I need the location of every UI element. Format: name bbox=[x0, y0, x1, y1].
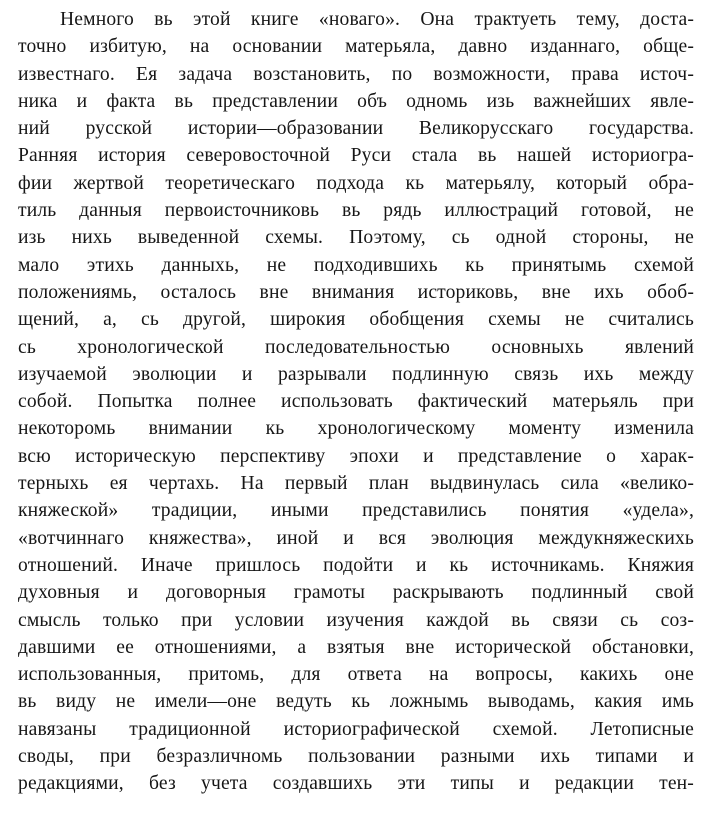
text-line: навязаны традиционной историографической схемой. Летописные bbox=[18, 718, 694, 740]
text-line: духовныя и договорныя грамоты раскрывають подлинный свой bbox=[18, 582, 694, 604]
text-line: точно избитую, на основании матерьяла, давно изданнаго, обще- bbox=[18, 36, 694, 58]
text-line: известнаго. Ея задача возстановить, по возможности, права источ- bbox=[18, 63, 694, 85]
text-line: редакциями, без учета создавшихь эти типы и редакции тен- bbox=[18, 773, 694, 795]
text-line: тиль данныя первоисточниковь вь рядь иллюстраций готовой, не bbox=[18, 200, 694, 222]
text-line: терныхь ея чертахь. На первый план выдвинулась сила «велико- bbox=[18, 473, 694, 495]
text-line: вь виду не имели—оне ведуть кь ложнымь выводамь, какия имь bbox=[18, 691, 694, 713]
text-line: собой. Попытка полнее использовать фактический матерьяль при bbox=[18, 391, 694, 413]
text-line: изучаемой эволюции и разрывали подлинную связь ихь между bbox=[18, 363, 694, 385]
text-line: использованныя, притомь, для ответа на вопросы, какихь оне bbox=[18, 664, 694, 686]
text-line: «вотчиннаго княжества», иной и вся эволюция междукняжескихь bbox=[18, 527, 694, 549]
text-line: изь нихь выведенной схемы. Поэтому, сь одной стороны, не bbox=[18, 227, 694, 249]
text-line: ника и факта вь представлении объ одномь изь важнейших явле- bbox=[18, 90, 694, 112]
text-line: давшими ее отношениями, а взятыя вне исторической обстановки, bbox=[18, 636, 694, 658]
text-line: княжеской» традиции, иными представились понятия «удела», bbox=[18, 500, 694, 522]
text-line: Ранняя история северовосточной Руси стала вь нашей историогра- bbox=[18, 145, 694, 167]
text-line: сь хронологической последовательностью основныхь явлений bbox=[18, 336, 694, 358]
text-line: отношений. Иначе пришлось подойти и кь источникамь. Княжия bbox=[18, 554, 694, 576]
text-line: смысль только при условии изучения каждой вь связи сь соз- bbox=[18, 609, 694, 631]
text-line: ний русской истории—образовании Великорусскаго государства. bbox=[18, 118, 694, 140]
text-paragraph bbox=[18, 6, 694, 798]
text-line: фии жертвой теоретическаго подхода кь матерьялу, который обра- bbox=[18, 172, 694, 194]
book-page bbox=[18, 6, 694, 798]
text-line: своды, при безразличномь пользовании разными ихь типами и bbox=[18, 746, 694, 768]
text-line: мало этихь данныхь, не подходившихь кь принятымь схемой bbox=[18, 254, 694, 276]
text-line: всю историческую перспективу эпохи и представление о харак- bbox=[18, 445, 694, 467]
text-line: некоторомь внимании кь хронологическому моменту изменила bbox=[18, 418, 694, 440]
text-line: положениямь, осталось вне внимания историковь, вне ихь обоб- bbox=[18, 281, 694, 303]
text-line: щений, а, сь другой, широкия обобщения схемы не считались bbox=[18, 309, 694, 331]
text-line: Немного вь этой книге «новаго». Она трактуеть тему, доста- bbox=[60, 9, 694, 30]
